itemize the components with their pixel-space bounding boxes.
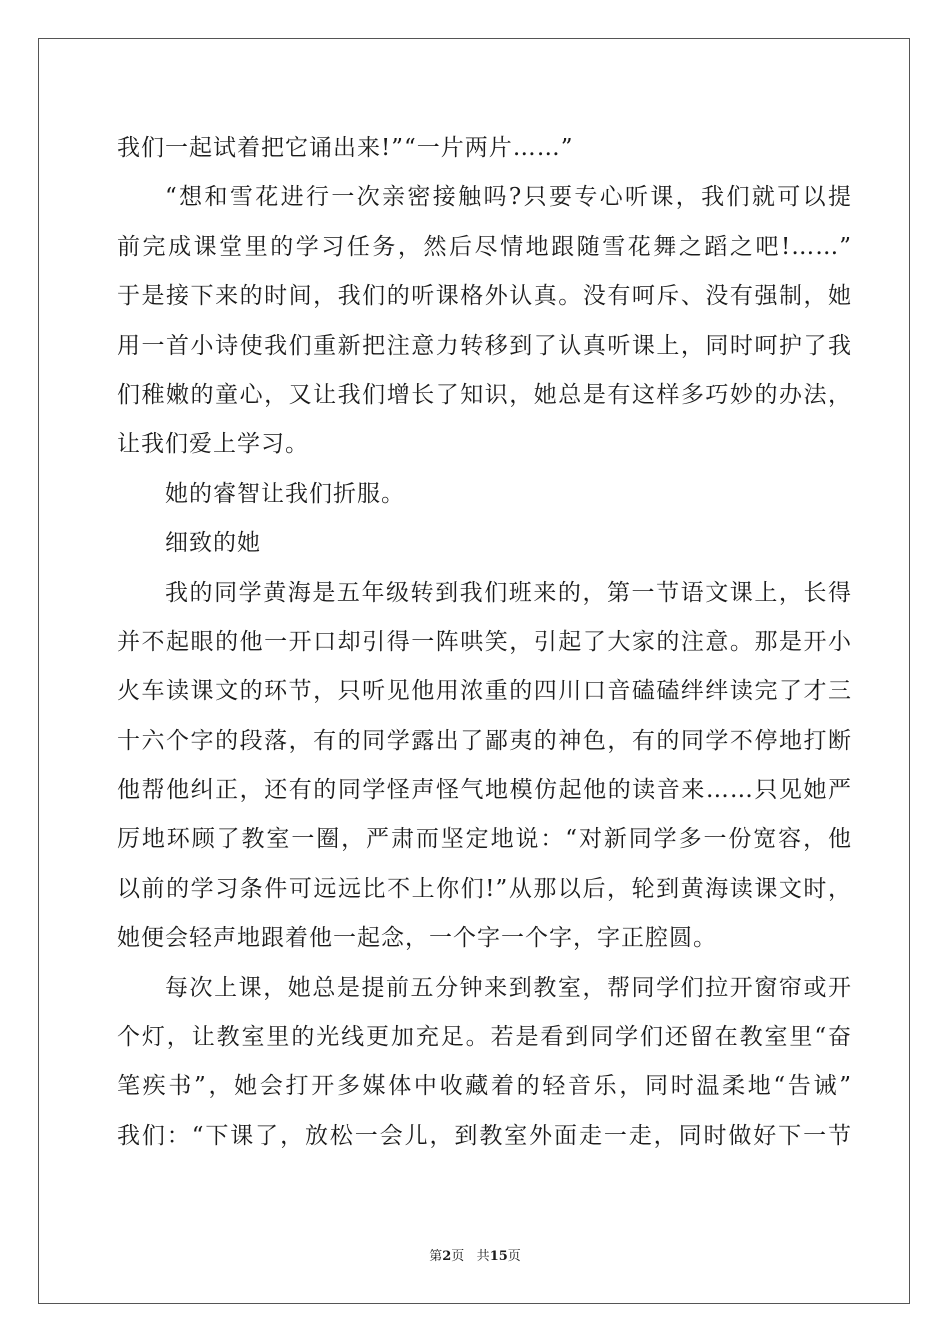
text-line: 每次上课，她总是提前五分钟来到教室，帮同学们拉开窗帘或开 (165, 974, 852, 1001)
text-line: 个灯，让教室里的光线更加充足。若是看到同学们还留在教室里“奋 (117, 1024, 852, 1051)
page-footer (0, 1245, 950, 1264)
text-line: 我们：“下课了，放松一会儿，到教室外面走一走，同时做好下一节 (117, 1122, 852, 1149)
text-line: 用一首小诗使我们重新把注意力转移到了认真听课上，同时呵护了我 (117, 332, 852, 359)
footer-page-current: 2 (442, 1249, 452, 1264)
text-line: 笔疾书”，她会打开多媒体中收藏着的轻音乐，同时温柔地“告诫” (117, 1073, 852, 1100)
text-line: 于是接下来的时间，我们的听课格外认真。没有呵斥、没有强制，她 (117, 283, 852, 310)
text-line: 我们一起试着把它诵出来!”“一片两片……” (117, 135, 574, 161)
text-line: 以前的学习条件可远远比不上你们!”从那以后，轮到黄海读课文时， (117, 875, 852, 902)
section-heading: 细致的她 (165, 530, 261, 557)
body-text (117, 124, 852, 1161)
footer-page-prefix: 第 (429, 1249, 443, 1264)
text-line: 十六个字的段落，有的同学露出了鄙夷的神色，有的同学不停地打断 (117, 727, 852, 754)
text-line: 前完成课堂里的学习任务，然后尽情地跟随雪花舞之蹈之吧!……” (117, 233, 852, 260)
text-line: 她便会轻声地跟着他一起念，一个字一个字，字正腔圆。 (117, 925, 717, 952)
footer-total-prefix: 共 (476, 1249, 490, 1264)
text-line: 我的同学黄海是五年级转到我们班来的，第一节语文课上，长得 (165, 579, 852, 606)
footer-total-suffix: 页 (507, 1249, 521, 1264)
text-line: 厉地环顾了教室一圈，严肃而坚定地说：“对新同学多一份宽容，他 (117, 826, 852, 853)
text-line: 们稚嫩的童心，又让我们增长了知识，她总是有这样多巧妙的办法， (117, 381, 852, 408)
text-line: “想和雪花进行一次亲密接触吗?只要专心听课，我们就可以提 (165, 184, 852, 211)
text-line: 他帮他纠正，还有的同学怪声怪气地模仿起他的读音来……只见她严 (117, 777, 852, 804)
footer-page-mid: 页 (451, 1249, 465, 1264)
text-line: 火车读课文的环节，只听见他用浓重的四川口音磕磕绊绊读完了才三 (117, 678, 852, 705)
text-line: 让我们爱上学习。 (117, 431, 309, 458)
footer-page-total: 15 (489, 1249, 508, 1264)
text-line: 并不起眼的他一开口却引得一阵哄笑，引起了大家的注意。那是开小 (117, 628, 852, 655)
text-line: 她的睿智让我们折服。 (165, 480, 405, 507)
